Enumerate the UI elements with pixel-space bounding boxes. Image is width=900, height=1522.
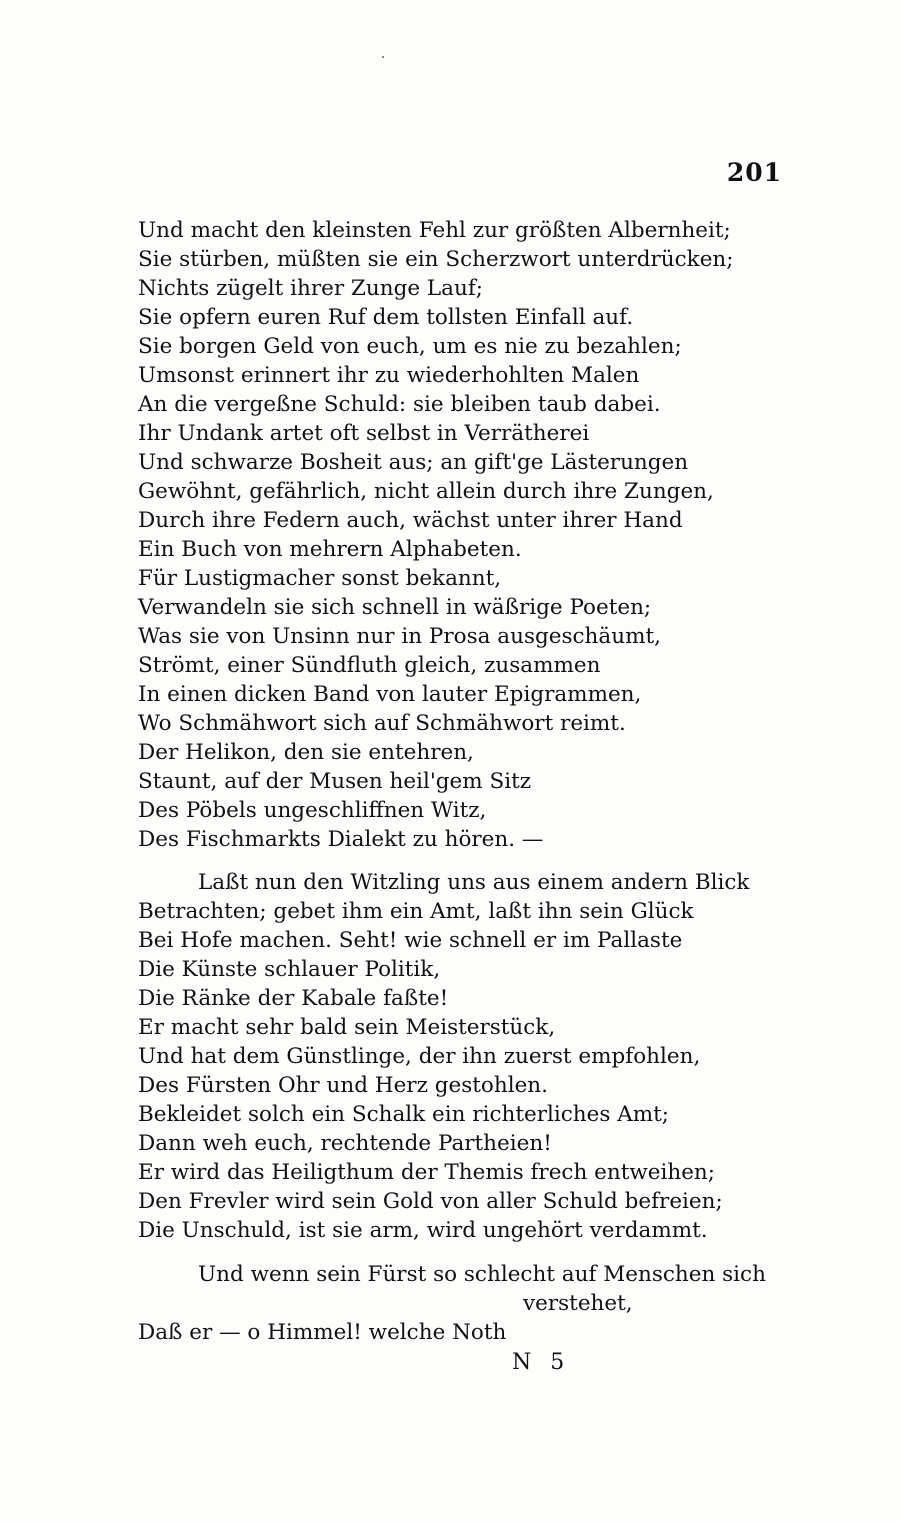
verse-line: Nichts zügelt ihrer Zunge Lauf; [138,276,484,301]
verse-line: Für Lustigmacher sonst bekannt, [138,566,502,591]
page-number: 201 [726,158,782,187]
verse-line: Er macht sehr bald sein Meisterstück, [138,1015,556,1040]
verse-line: Gewöhnt, gefährlich, nicht allein durch ihre Zungen, [138,479,714,504]
verse-line: Durch ihre Federn auch, wächst unter ihrer Hand [138,508,683,533]
verse-line: Verwandeln sie sich schnell in wäßrige Poeten; [138,595,652,620]
verse-line: Wo Schmähwort sich auf Schmähwort reimt. [138,711,626,736]
verse-line: Umsonst erinnert ihr zu wiederhohlten Malen [138,363,640,388]
verse-line: Die Ränke der Kabale faßte! [138,986,449,1011]
verse-line: Staunt, auf der Musen heil'gem Sitz [138,769,532,794]
verse-line: Sie borgen Geld von euch, um es nie zu bezahlen; [138,334,682,359]
verse-line: Und hat dem Günstlinge, der ihn zuerst empfohlen, [138,1044,701,1069]
verse-line: Des Pöbels ungeschliffnen Witz, [138,798,487,823]
verse-line: Und macht den kleinsten Fehl zur größten Albernheit; [138,218,731,243]
verse-line: Sie stürben, müßten sie ein Scherzwort unterdrücken; [138,247,734,272]
signature-mark: N 5 [512,1350,571,1375]
verse-line: In einen dicken Band von lauter Epigrammen, [138,682,642,707]
verse-line: Des Fürsten Ohr und Herz gestohlen. [138,1073,548,1098]
verse-line: Dann weh euch, rechtende Partheien! [138,1131,552,1156]
verse-line: Des Fischmarkts Dialekt zu hören. — [138,827,544,852]
verse-line-carry-over: verstehet, [523,1291,633,1316]
verse-line: Sie opfern euren Ruf dem tollsten Einfall auf. [138,305,634,330]
verse-line: An die vergeßne Schuld: sie bleiben taub dabei. [138,392,661,417]
verse-line: Ein Buch von mehrern Alphabeten. [138,537,522,562]
verse-line: Die Künste schlauer Politik, [138,957,441,982]
verse-line: Die Unschuld, ist sie arm, wird ungehört verdammt. [138,1218,708,1243]
verse-line: Bekleidet solch ein Schalk ein richterliches Amt; [138,1102,670,1127]
verse-line: Daß er — o Himmel! welche Noth [138,1320,507,1345]
verse-line: Der Helikon, den sie entehren, [138,740,474,765]
verse-line: Betrachten; gebet ihm ein Amt, laßt ihn sein Glück [138,899,694,924]
verse-line: Den Frevler wird sein Gold von aller Schuld befreien; [138,1189,723,1214]
verse-line: Was sie von Unsinn nur in Prosa ausgeschäumt, [138,624,661,649]
stanza-2 [138,868,798,1245]
verse-line: Ihr Undank artet oft selbst in Verrätherei [138,421,590,446]
verse-line: Bei Hofe machen. Seht! wie schnell er im Pallaste [138,928,683,953]
stanza-1 [138,216,798,854]
verse-line: Strömt, einer Sündfluth gleich, zusammen [138,653,601,678]
verse-line-indented: Und wenn sein Fürst so schlecht auf Menschen sich [198,1262,766,1287]
verse-line: Und schwarze Bosheit aus; an gift'ge Lästerungen [138,450,689,475]
ink-speck [382,56,384,58]
verse-line: Er wird das Heiligthum der Themis frech entweihen; [138,1160,716,1185]
stanza-3 [138,1260,798,1347]
verse-line-indented: Laßt nun den Witzling uns aus einem andern Blick [198,870,750,895]
